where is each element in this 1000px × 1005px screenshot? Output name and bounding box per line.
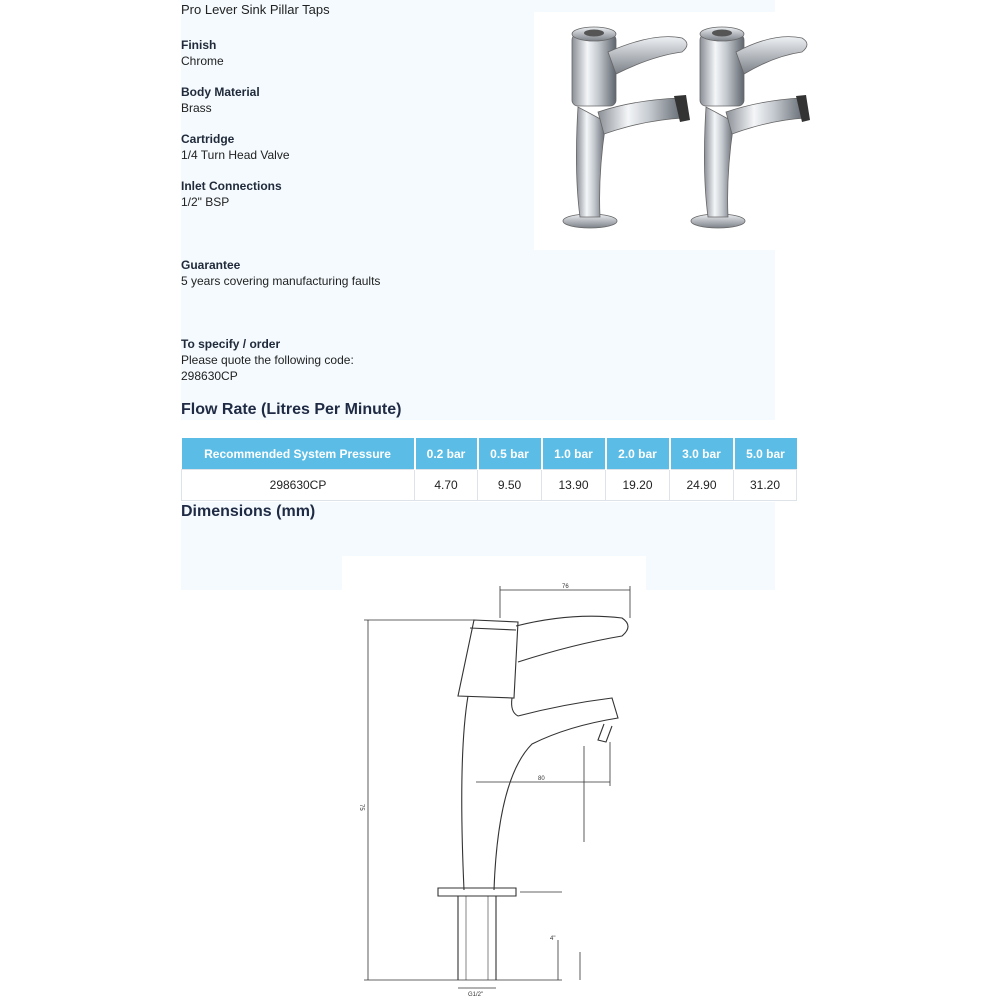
spec-label: Guarantee <box>181 258 241 272</box>
spec-value: 1/2" BSP <box>181 195 230 209</box>
table-cell: 4.70 <box>415 470 478 501</box>
dim-shank-label: 4" <box>550 936 556 942</box>
order-code: 298630CP <box>181 369 238 383</box>
table-header-cell: 3.0 bar <box>670 438 734 470</box>
table-header-cell: 2.0 bar <box>606 438 670 470</box>
table-cell: 298630CP <box>182 470 415 501</box>
spec-value: 5 years covering manufacturing faults <box>181 274 381 288</box>
table-header-row <box>182 438 797 470</box>
spec-label: Body Material <box>181 85 260 99</box>
dim-width-label: 76 <box>562 584 569 590</box>
spec-value: Chrome <box>181 54 224 68</box>
dim-height-label: 75 <box>358 804 364 811</box>
order-label: To specify / order <box>181 337 281 351</box>
spec-finish <box>181 37 224 69</box>
spec-value: Brass <box>181 101 212 115</box>
dim-reach-label: 80 <box>538 776 545 782</box>
product-title: Pro Lever Sink Pillar Taps <box>181 2 330 17</box>
spec-label: Finish <box>181 38 217 52</box>
dimension-drawing <box>342 556 646 1000</box>
table-cell: 24.90 <box>670 470 734 501</box>
pillar-taps-image <box>534 12 818 250</box>
order-info <box>181 336 354 384</box>
table-header-cell: Recommended System Pressure <box>182 438 415 470</box>
spec-guarantee <box>181 257 380 289</box>
spec-label: Inlet Connections <box>181 179 282 193</box>
tap-right <box>691 27 810 228</box>
table-header-cell: 0.2 bar <box>415 438 478 470</box>
table-cell: 19.20 <box>606 470 670 501</box>
table-header-cell: 1.0 bar <box>542 438 606 470</box>
spec-cartridge <box>181 131 290 163</box>
dimensions-heading: Dimensions (mm) <box>181 503 316 520</box>
table-row <box>182 470 797 501</box>
flow-rate-heading: Flow Rate (Litres Per Minute) <box>181 401 402 418</box>
spec-label: Cartridge <box>181 132 235 146</box>
flow-rate-table <box>181 438 797 501</box>
tap-line-drawing <box>342 556 646 1000</box>
spec-body-material <box>181 84 260 116</box>
table-cell: 13.90 <box>542 470 606 501</box>
dim-thread-label: G1/2" <box>468 992 484 998</box>
tap-left <box>563 27 690 228</box>
table-header-cell: 5.0 bar <box>734 438 797 470</box>
table-cell: 31.20 <box>734 470 797 501</box>
spec-value: 1/4 Turn Head Valve <box>181 148 290 162</box>
order-line: Please quote the following code: <box>181 353 354 367</box>
table-header-cell: 0.5 bar <box>478 438 542 470</box>
spec-inlet-connections <box>181 178 282 210</box>
product-photo <box>534 12 818 250</box>
table-cell: 9.50 <box>478 470 542 501</box>
